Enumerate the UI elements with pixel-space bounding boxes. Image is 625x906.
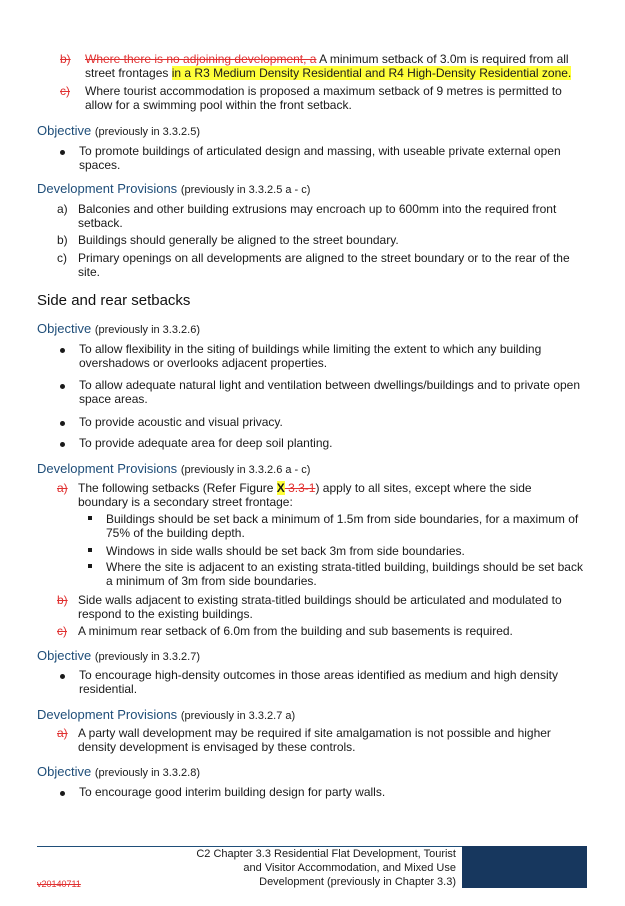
bullet-text: To encourage good interim building design for party walls. xyxy=(79,785,386,799)
objective-heading: Objective (previously in 3.3.2.5) xyxy=(37,123,200,138)
sub-bullet-text: Windows in side walls should be set back 3m from side boundaries. xyxy=(106,544,465,558)
list-marker: c) xyxy=(57,624,67,638)
item-text: Side walls adjacent to existing strata-titled buildings should be articulated and modulated to respond to the existing buildings. xyxy=(78,593,562,621)
square-bullet-icon xyxy=(88,564,92,568)
bullet-text: To provide adequate area for deep soil planting. xyxy=(79,436,333,450)
objective-heading: Objective (previously in 3.3.2.7) xyxy=(37,648,200,663)
list-marker: a) xyxy=(57,481,68,495)
item-text: A party wall development may be required if site amalgamation is not possible and higher density development is envisaged by these controls. xyxy=(78,726,551,754)
document-page: b) Where there is no adjoining development, a A minimum setback of 3.0m is required from all street frontages in a R3 Medium Density Residential and R4 High-Density Residential zone. c) Where tourist accommodation is proposed a maximum setback of 9 metres is permitted to allow for a swimming pool within the front setback. Objective (previously in 3.3.2.5) To promote buildings of articulated design and massing, with useable private external open spaces. Development Provisions (previously in 3.3.2.5 a - c) a) Balconies and other building extrusions may encroach up to 600mm into the required front setback. b) Buildings should generally be aligned to the street boundary. c) Primary openings on all developments are aligned to the street boundary or to the rear of the site. Side and rear setbacks Objective (previously in 3.3.2.6) To allow flexibility in the siting of buildings while limiting the extent to which any building overshadows or overlooks adjacent properties. To allow adequate natural light and ventilation between dwellings/buildings and to private open space areas. To provide acoustic and visual privacy. To provide adequate area for deep soil planting. Development Provisions (previously in 3.3.2.6 a - c) a) The following setbacks (Refer Figure X 3.3-1) apply to all sites, except where the side boundary is a secondary street frontage: Buildings should be set back a minimum of 1.5m from side boundaries, for a maximum of 75% of the building depth. Windows in side walls should be set back 3m from side boundaries. Where the site is adjacent to an existing strata-titled building, buildings should be set back a minimum of 3m from side boundaries. b) Side walls adjacent to existing strata-titled buildings should be articulated and modulated to respond to the existing buildings. c) A minimum rear setback of 6.0m from the building and sub basements is required. Objective (previously in 3.3.2.7) To encourage high-density outcomes in those areas identified as medium and high density residential. Development Provisions (previously in 3.3.2.7 a) a) A party wall development may be required if site amalgamation is not possible and higher density development is envisaged by these controls. Objective (previously in 3.3.2.8) To encourage good interim building design for party walls. C2 Chapter 3.3 Residential Flat Development, Tourist and Visitor Accommodation, and Mixed Use Development (previously in Chapter 3.3) v20140711 xyxy=(0,0,625,906)
bullet-text: To provide acoustic and visual privacy. xyxy=(79,415,283,429)
bullet-text: To allow adequate natural light and ventilation between dwellings/buildings and to private open space areas. xyxy=(79,378,581,406)
bullet-text: To allow flexibility in the siting of buildings while limiting the extent to which any building overshadows or overlooks adjacent properties. xyxy=(79,342,542,370)
list-marker: a) xyxy=(57,726,68,740)
bullet-icon xyxy=(60,150,65,155)
figure-ref: Figure xyxy=(239,481,277,495)
square-bullet-icon xyxy=(88,548,92,552)
section-title: Side and rear setbacks xyxy=(37,292,191,309)
footer-title: C2 Chapter 3.3 Residential Flat Development, Tourist and Visitor Accommodation, and Mixed Use Development (previously in Chapter 3.3) xyxy=(196,848,456,888)
list-marker: b) xyxy=(57,593,68,607)
sub-bullet-text: Where the site is adjacent to an existing strata-titled building, buildings should be set back a minimum of 3m from side boundaries. xyxy=(106,560,583,588)
bullet-icon xyxy=(60,384,65,389)
list-marker: b) xyxy=(60,52,71,66)
deleted-text: Where there is no adjoining development, a xyxy=(85,52,317,66)
item-text: A minimum setback of 3.0m is required from all street frontages xyxy=(85,52,569,80)
sub-bullet-text: Buildings should be set back a minimum of 1.5m from side boundaries, for a maximum of 75% of the building depth. xyxy=(106,512,579,540)
figure-placeholder: X xyxy=(276,481,285,495)
bullet-icon xyxy=(60,348,65,353)
item-text: Where tourist accommodation is proposed a maximum setback of 9 metres is permitted to allow for a swimming pool within the front setback. xyxy=(85,84,562,112)
objective-heading: Objective (previously in 3.3.2.8) xyxy=(37,764,200,779)
bullet-text: To promote buildings of articulated design and massing, with useable private external open spaces. xyxy=(79,144,561,172)
square-bullet-icon xyxy=(88,516,92,520)
bullet-icon xyxy=(60,421,65,426)
bullet-icon xyxy=(60,442,65,447)
item-text: The following setbacks (Refer Figure X 3.3-1) apply to all sites, except where the side boundary is a secondary street frontage: xyxy=(78,481,532,509)
bullet-text: To encourage high-density outcomes in those areas identified as medium and high density residential. xyxy=(79,668,558,696)
bullet-icon xyxy=(60,674,65,679)
highlighted-text: in a R3 Medium Density Residential and R4 High-Density Residential zone. xyxy=(171,66,572,80)
bullet-icon xyxy=(60,791,65,796)
list-marker: c) xyxy=(60,84,70,98)
objective-heading: Objective (previously in 3.3.2.6) xyxy=(37,321,200,336)
footer-color-block xyxy=(462,846,587,888)
version-label: v20140711 xyxy=(37,879,81,889)
provisions-heading: Development Provisions (previously in 3.3.2.7 a) xyxy=(37,707,296,722)
item-text: A minimum rear setback of 6.0m from the building and sub basements is required. xyxy=(78,624,513,638)
provisions-heading: Development Provisions (previously in 3.3.2.6 a - c) xyxy=(37,461,311,476)
provisions-heading: Development Provisions (previously in 3.3.2.5 a - c) xyxy=(37,181,311,196)
